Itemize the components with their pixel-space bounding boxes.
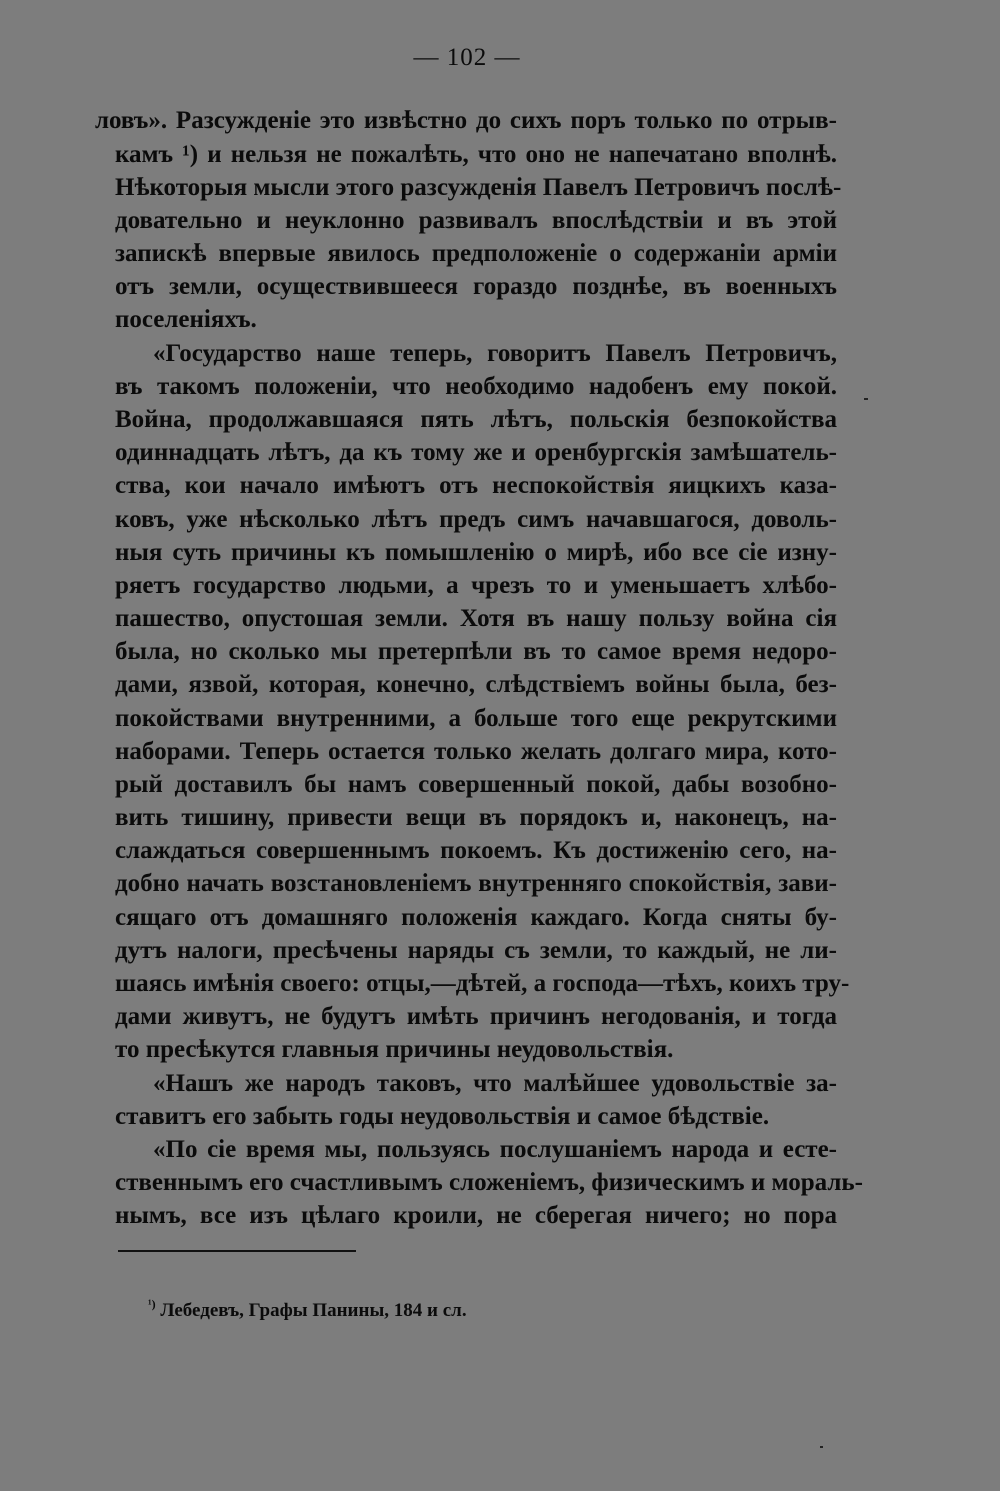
footnote-text: Лебедевъ, Графы Панины, 184 и сл. (155, 1300, 467, 1321)
text-line: «Нашъ же народъ таковъ, что малѣйшее удовольствіе за- (153, 1070, 837, 1097)
print-speck (820, 1446, 823, 1448)
text-line: дами живутъ, не будутъ имѣть причинъ негодованія, и тогда (115, 1003, 837, 1030)
text-line: дутъ налоги, пресѣчены наряды съ земли, то каждый, не ли- (115, 937, 837, 964)
text-line: ряетъ государство людьми, а чрезъ то и уменьшаетъ хлѣбо- (115, 572, 837, 599)
page-number: — 102 — (413, 44, 521, 71)
print-speck (864, 398, 868, 400)
text-line: отъ земли, осуществившееся гораздо позднѣе, въ военныхъ (115, 273, 837, 300)
text-line: запискѣ впервые явилось предположеніе о содержаніи арміи (115, 240, 837, 267)
text-line: ставитъ его забыть годы неудовольствія и самое бѣдствіе. (115, 1103, 770, 1130)
text-line: довательно и неуклонно развивалъ впослѣдствіи и въ этой (115, 207, 837, 234)
text-line: дами, язвой, которая, конечно, слѣдствіемъ войны была, без- (115, 671, 837, 698)
text-line: поселеніяхъ. (115, 306, 257, 333)
text-line: «По сіе время мы, пользуясь послушаніемъ народа и есте- (153, 1136, 837, 1163)
text-line: добно начать возстановленіемъ внутренняго спокойствія, зави- (115, 870, 837, 897)
text-line: слаждаться совершеннымъ покоемъ. Къ достиженію сего, на- (115, 837, 837, 864)
text-line: шаясь имѣнія своего: отцы,—дѣтей, а господа—тѣхъ, коихъ тру- (115, 970, 850, 997)
text-line: одиннадцать лѣтъ, да къ тому же и оренбургскія замѣшатель- (115, 439, 837, 466)
text-line: Война, продолжавшаяся пять лѣтъ, польскія безпокойства (115, 406, 837, 433)
text-line: «Государство наше теперь, говоритъ Павелъ Петровичъ, (153, 340, 837, 367)
text-line: въ такомъ положеніи, что необходимо надобенъ ему покой. (115, 373, 837, 400)
footnote-marker: ¹) (148, 1297, 156, 1311)
text-line: ственнымъ его счастливымъ сложеніемъ, физическимъ и мораль- (115, 1169, 863, 1196)
footnote-divider (118, 1250, 356, 1252)
text-line: наборами. Теперь остается только желать долгаго мира, кото- (115, 738, 837, 765)
text-line: вить тишину, привести вещи въ порядокъ и, наконецъ, на- (115, 804, 837, 831)
text-line: Нѣкоторыя мысли этого разсужденія Павелъ Петровичъ послѣ- (115, 174, 842, 201)
text-line: пашество, опустошая земли. Хотя въ нашу пользу война сія (115, 605, 837, 632)
text-line: была, но сколько мы претерпѣли въ то самое время недоро- (115, 638, 837, 665)
text-line: ковъ, уже нѣсколько лѣтъ предъ симъ начавшагося, доволь- (115, 506, 837, 533)
text-line: камъ ¹) и нельзя не пожалѣть, что оно не напечатано вполнѣ. (115, 141, 837, 168)
text-line: то пресѣкутся главныя причины неудовольствія. (115, 1036, 674, 1063)
text-line: ныя суть причины къ помышленію о мирѣ, ибо все сіе изну- (115, 539, 837, 566)
text-line: сящаго отъ домашняго положенія каждаго. Когда сняты бу- (115, 904, 837, 931)
text-line: покойствами внутренними, а больше того еще рекрутскими (115, 705, 837, 732)
text-line: ства, кои начало имѣютъ отъ неспокойствія яицкихъ каза- (115, 472, 837, 499)
text-line: рый доставилъ бы намъ совершенный покой, дабы возобно- (115, 771, 837, 798)
text-line: ловъ». Разсужденіе это извѣстно до сихъ поръ только по отрыв- (95, 107, 837, 134)
text-line: нымъ, все изъ цѣлаго кроили, не сберегая ничего; но пора (115, 1202, 837, 1229)
footnote (148, 1290, 467, 1325)
